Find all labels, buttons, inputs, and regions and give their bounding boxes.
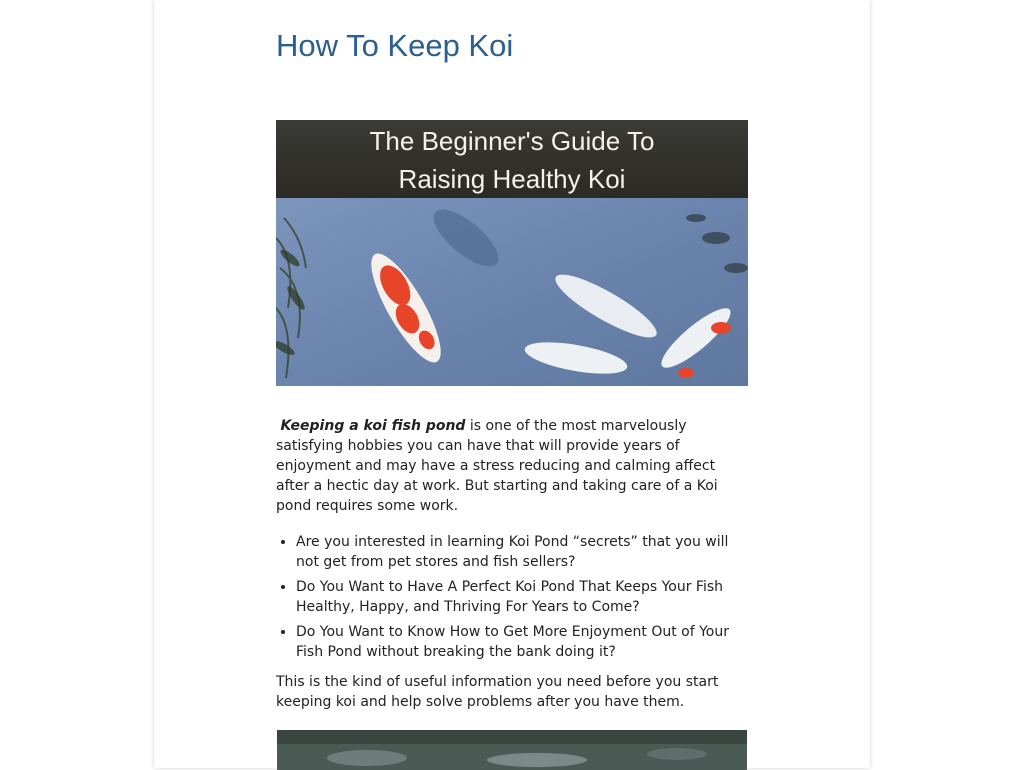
article-body <box>276 416 748 712</box>
koi-pond-illustration <box>276 198 748 386</box>
koi-photo-2 <box>277 730 747 770</box>
hero-banner <box>276 120 748 198</box>
benefits-list <box>276 532 748 662</box>
list-item: • Do You Want to Have A Perfect Koi Pond That Keeps Your Fish Healthy, Happy, and Thriving For Years to Come? <box>296 577 748 617</box>
intro-emphasis: Keeping a koi fish pond <box>280 418 466 434</box>
page-title: How To Keep Koi <box>276 28 514 63</box>
intro-paragraph <box>276 416 748 516</box>
hero-image <box>276 120 748 386</box>
hero-banner-line-1: The Beginner's Guide To <box>369 126 655 156</box>
intro-text: is one of the most marvelously satisfying hobbies you can have that will provide years of enjoyment and may have a stress reducing and calming affect after a hectic day at work. But starting and taking care of a Koi pond requires some work. <box>276 418 718 514</box>
page-container <box>154 0 870 768</box>
list-item: • Are you interested in learning Koi Pond “secrets” that you will not get from pet stores and fish sellers? <box>296 532 748 572</box>
hero-banner-line-2: Raising Healthy Koi <box>398 164 626 194</box>
list-item: • Do You Want to Know How to Get More Enjoyment Out of Your Fish Pond without breaking the bank doing it? <box>296 622 748 662</box>
closing-paragraph: This is the kind of useful information you need before you start keeping koi and help solve problems after you have them. <box>276 674 719 710</box>
